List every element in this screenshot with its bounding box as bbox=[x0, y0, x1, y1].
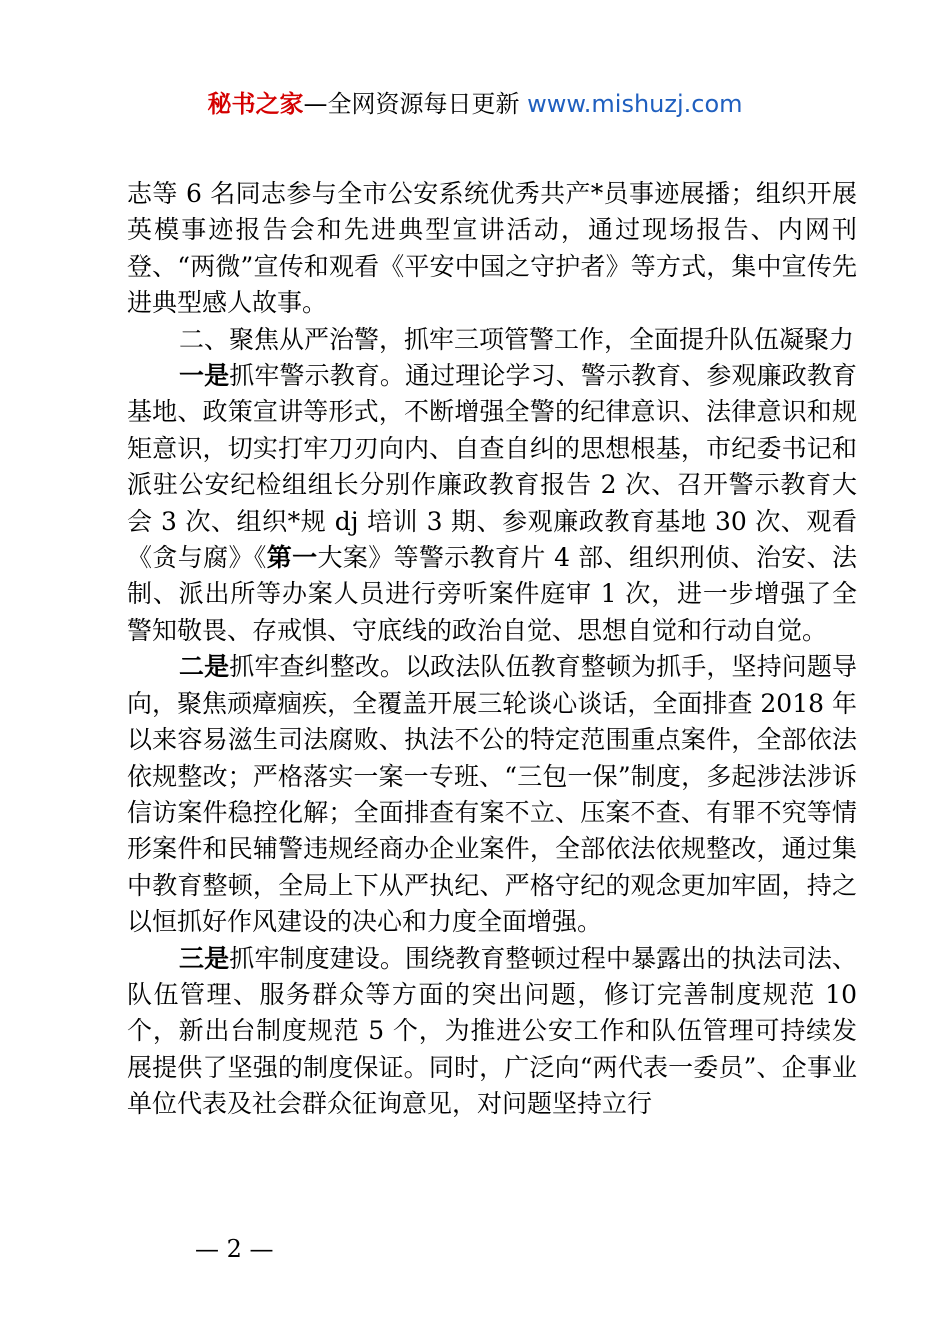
document-body bbox=[127, 176, 857, 1123]
page-number: — 2 — bbox=[195, 1235, 274, 1263]
item-2-lead: 二是 bbox=[179, 652, 230, 682]
site-brand: 秘书之家 bbox=[207, 90, 304, 118]
item-3-lead: 三是 bbox=[179, 943, 230, 973]
paragraph-item-1 bbox=[127, 358, 857, 649]
site-tagline: —全网资源每日更新 bbox=[303, 90, 528, 118]
item-1-text-a: 抓牢警示教育。通过理论学习、警示教育、参观廉政教育基地、政策宣讲等形式，不断增强全警的纪律意识、法律意识和规矩意识，切实打牢刀刃向内、自查自纠的思想根基，市纪委书记和派驻公安纪检组组长分别作廉政教育报告 2 次、召开警示教育大会 3 次、组织*规 dj 培训 3 期、参观廉政教育基地 30 次、观看《贪与腐》《 bbox=[127, 361, 857, 573]
section-heading: 二、聚焦从严治警，抓牢三项管警工作，全面提升队伍凝聚力 bbox=[179, 324, 855, 354]
item-1-bold: 第一 bbox=[266, 543, 318, 573]
paragraph-item-3 bbox=[127, 941, 857, 1123]
site-header bbox=[0, 86, 950, 122]
site-url: www.mishuzj.com bbox=[527, 90, 743, 118]
paragraph-item-2 bbox=[127, 649, 857, 940]
paragraph-continuation: 志等 6 名同志参与全市公安系统优秀共产*员事迹展播；组织开展英模事迹报告会和先进典型宣讲活动，通过现场报告、内网刊登、“两微”宣传和观看《平安中国之守护者》等方式，集中宣传先进典型感人故事。 bbox=[127, 179, 857, 318]
item-1-lead: 一是 bbox=[179, 361, 230, 391]
item-1-text-b: 大案》等警示教育片 4 部、组织刑侦、治安、法制、派出所等办案人员进行旁听案件庭审 1 次，进一步增强了全警知敬畏、存戒惧、守底线的政治自觉、思想自觉和行动自觉。 bbox=[127, 543, 857, 645]
item-3-text: 抓牢制度建设。围绕教育整顿过程中暴露出的执法司法、队伍管理、服务群众等方面的突出问题，修订完善制度规范 10 个，新出台制度规范 5 个，为推进公安工作和队伍管理可持续发展提供了坚强的制度保证。同时，广泛向“两代表一委员”、企事业单位代表及社会群众征询意见，对问题坚持立行 bbox=[127, 943, 857, 1119]
item-2-text: 抓牢查纠整改。以政法队伍教育整顿为抓手，坚持问题导向，聚焦顽瘴痼疾，全覆盖开展三轮谈心谈话，全面排查 2018 年以来容易滋生司法腐败、执法不公的特定范围重点案件，全部依法依规整改；严格落实一案一专班、“三包一保”制度，多起涉法涉诉信访案件稳控化解；全面排查有案不立、压案不查、有罪不究等情形案件和民辅警违规经商办企业案件，全部依法依规整改，通过集中教育整顿，全局上下从严执纪、严格守纪的观念更加牢固，持之以恒抓好作风建设的决心和力度全面增强。 bbox=[127, 652, 857, 937]
